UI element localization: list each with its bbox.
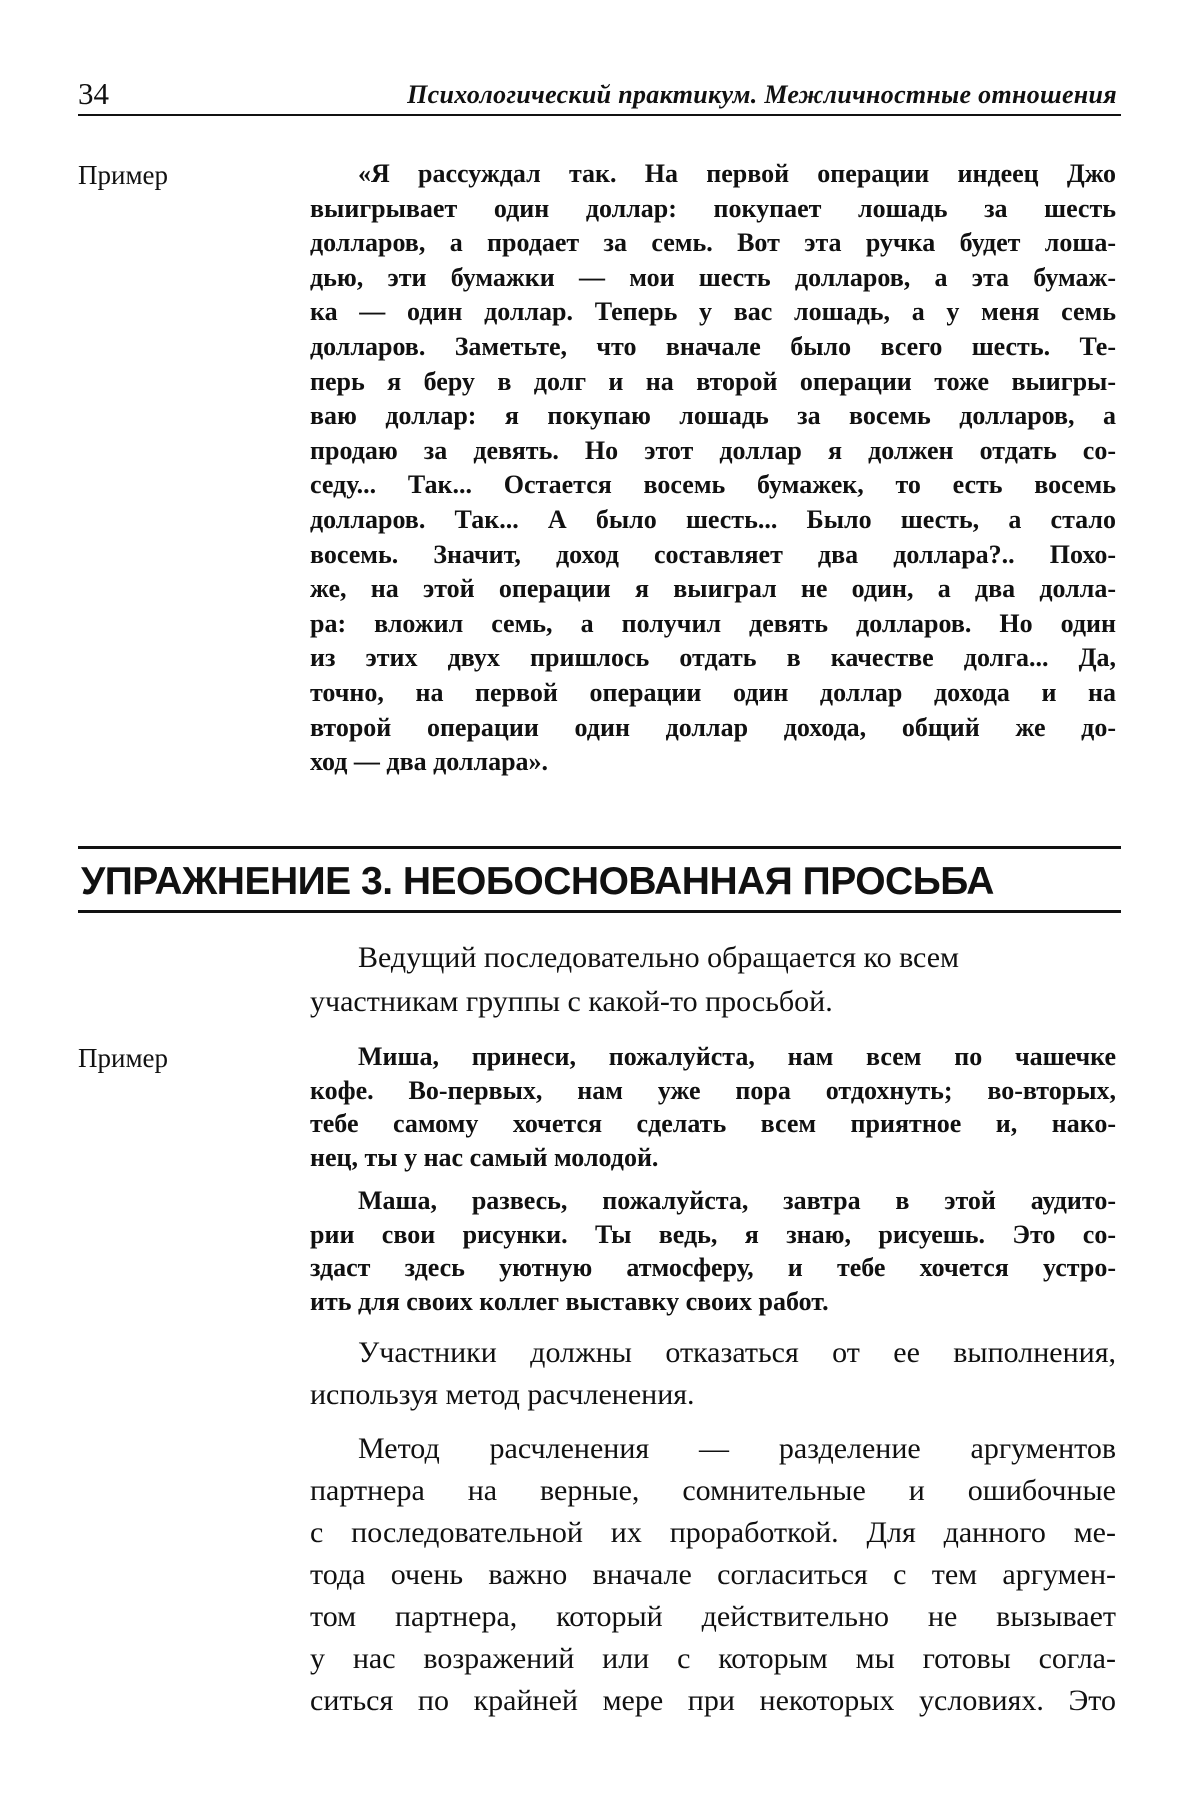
text-line: используя метод расчленения. [310,1374,1116,1416]
section-title: УПРАЖНЕНИЕ 3. НЕОБОСНОВАННАЯ ПРОСЬБА [81,860,994,904]
example-paragraph [310,1040,1116,1174]
quote-line: ра: вложил семь, а получил девять долларов. Но один [310,607,1116,642]
intro-line: Ведущий последовательно обращается ко всем [310,936,1116,980]
text-line: у нас возражений или с которым мы готовы согла- [310,1638,1116,1680]
quote-line: продаю за девять. Но этот доллар я должен отдать со- [310,434,1116,469]
quote-line: «Я рассуждал так. На первой операции индеец Джо [310,157,1116,192]
body-paragraph [310,1332,1116,1416]
text-line: тода очень важно вначале согласиться с тем аргумен- [310,1554,1116,1596]
quote-line: перь я беру в долг и на второй операции тоже выигры- [310,365,1116,400]
text-line: Миша, принеси, пожалуйста, нам всем по чашечке [310,1040,1116,1074]
header-rule [78,114,1121,116]
quote-line: из этих двух пришлось отдать в качестве долга... Да, [310,641,1116,676]
running-head-title: Психологический практикум. Межличностные отношения [407,80,1117,110]
quote-line: дью, эти бумажки — мои шесть долларов, а эта бумаж- [310,261,1116,296]
text-line: том партнера, который действительно не вызывает [310,1596,1116,1638]
text-line: Метод расчленения — разделение аргументов [310,1428,1116,1470]
quote-line: долларов. Заметьте, что вначале было всего шесть. Те- [310,330,1116,365]
intro-line: участникам группы с какой-то просьбой. [310,980,1116,1024]
example-label-1: Пример [78,160,168,191]
quote-line: седу... Так... Остается восемь бумажек, то есть восемь [310,468,1116,503]
text-line: партнера на верные, сомнительные и ошибочные [310,1470,1116,1512]
example-paragraph [310,1184,1116,1318]
book-page [0,0,1200,1804]
text-line: рии свои рисунки. Ты ведь, я знаю, рисуешь. Это со- [310,1218,1116,1252]
quote-line: долларов, а продает за семь. Вот эта ручка будет лоша- [310,226,1116,261]
text-line: кофе. Во-первых, нам уже пора отдохнуть; во-вторых, [310,1074,1116,1108]
section-rule-top [78,846,1121,849]
text-line: Участники должны отказаться от ее выполнения, [310,1332,1116,1374]
quote-line: точно, на первой операции один доллар дохода и на [310,676,1116,711]
quote-line: ваю доллар: я покупаю лошадь за восемь долларов, а [310,399,1116,434]
text-line: ить для своих коллег выставку своих работ. [310,1285,1116,1319]
example-requests [310,1040,1116,1328]
body-paragraph [310,1428,1116,1722]
section-rule-bottom [78,910,1121,913]
section-header [78,846,1121,914]
quote-line: долларов. Так... А было шесть... Было шесть, а стало [310,503,1116,538]
text-line: нец, ты у нас самый молодой. [310,1141,1116,1175]
quote-line: восемь. Значит, доход составляет два доллара?.. Похо- [310,538,1116,573]
page-number: 34 [78,76,109,112]
text-line: Маша, развесь, пожалуйста, завтра в этой аудито- [310,1184,1116,1218]
example-quote [310,157,1116,780]
exercise-intro [310,936,1116,1024]
text-line: тебе самому хочется сделать всем приятное и, нако- [310,1107,1116,1141]
text-line: здаст здесь уютную атмосферу, и тебе хочется устро- [310,1251,1116,1285]
text-line: ситься по крайней мере при некоторых условиях. Это [310,1680,1116,1722]
quote-line: ка — один доллар. Теперь у вас лошадь, а у меня семь [310,295,1116,330]
text-line: с последовательной их проработкой. Для данного ме- [310,1512,1116,1554]
example-label-2: Пример [78,1043,168,1074]
body-text [310,1332,1116,1722]
quote-line: выигрывает один доллар: покупает лошадь за шесть [310,192,1116,227]
quote-line: ход — два доллара». [310,745,1116,780]
quote-line: же, на этой операции я выиграл не один, а два долла- [310,572,1116,607]
running-head [78,70,1121,116]
quote-line: второй операции один доллар дохода, общий же до- [310,711,1116,746]
